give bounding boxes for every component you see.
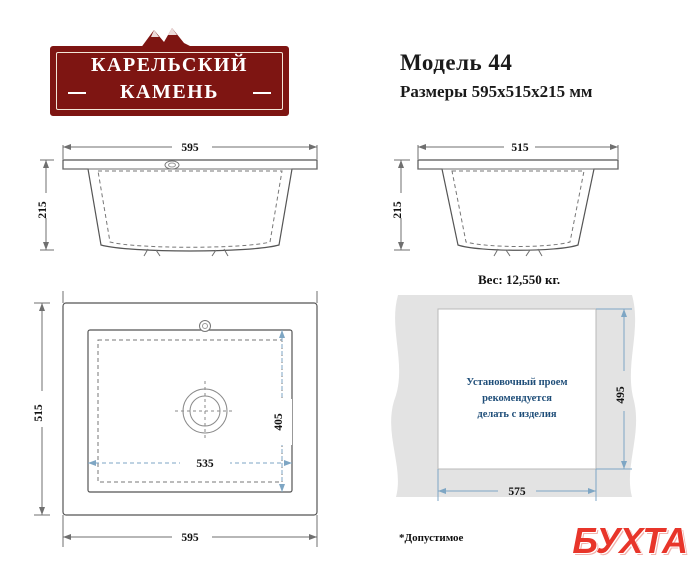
watermark <box>487 516 687 572</box>
side-height-label: 215 <box>392 201 404 219</box>
cutout-diagram-view <box>380 285 660 525</box>
dimensions-subtitle: Размеры 595х515х215 мм <box>400 82 593 101</box>
front-height-label: 215 <box>37 201 49 219</box>
front-width-label: 595 <box>181 142 199 154</box>
top-plan-view <box>20 285 350 560</box>
plan-outer-width-label: 595 <box>181 532 199 544</box>
cutout-width-label: 575 <box>508 486 526 498</box>
watermark-text: БУХТА <box>572 520 687 561</box>
weight-label: Вес: 12,550 кг. <box>478 272 561 287</box>
brand-line-2: КАМЕНЬ <box>120 81 219 103</box>
plan-inner-height-label: 405 <box>273 413 285 431</box>
cutout-text-line-3: делать с изделия <box>477 409 557 420</box>
page-title: Модель 44 <box>400 50 513 75</box>
cutout-opening <box>438 309 596 469</box>
footnote-text: *Допустимое <box>399 532 464 544</box>
brand-logo <box>50 24 285 112</box>
cutout-text-line-1: Установочный проем <box>466 377 568 388</box>
plan-inner-width-label: 535 <box>196 458 214 470</box>
cutout-height-label: 495 <box>615 386 627 404</box>
plan-outer-height-label: 515 <box>33 404 45 422</box>
side-elevation-view <box>380 125 650 275</box>
front-elevation-view <box>20 125 350 275</box>
side-width-label: 515 <box>511 142 529 154</box>
logo-plate <box>50 46 289 116</box>
brand-line-1: КАРЕЛЬСКИЙ <box>91 54 248 76</box>
cutout-text-line-2: рекомендуется <box>482 393 552 404</box>
